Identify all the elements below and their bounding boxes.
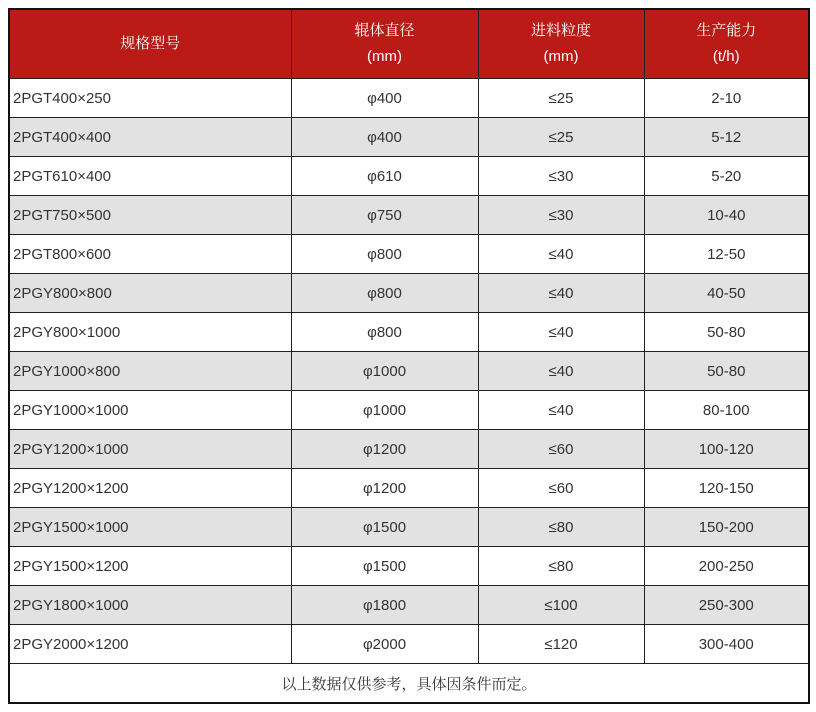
model-cell: 2PGY1000×800 (9, 352, 291, 391)
feed-size-cell: ≤40 (478, 352, 644, 391)
feed-size-cell: ≤40 (478, 274, 644, 313)
capacity-cell: 50-80 (644, 352, 809, 391)
header-model-label: 规格型号 (120, 35, 181, 52)
header-capacity-label: 生产能力 (696, 22, 757, 39)
capacity-cell: 100-120 (644, 430, 809, 469)
header-capacity-unit: (t/h) (712, 48, 740, 65)
spec-table-body (9, 79, 809, 664)
diameter-cell: φ1800 (291, 586, 478, 625)
table-row (9, 547, 809, 586)
capacity-cell: 300-400 (644, 625, 809, 664)
table-row (9, 352, 809, 391)
model-cell: 2PGY1200×1000 (9, 430, 291, 469)
model-cell: 2PGT400×400 (9, 118, 291, 157)
header-roller-diameter-unit: (mm) (367, 48, 402, 65)
feed-size-cell: ≤40 (478, 313, 644, 352)
table-row (9, 391, 809, 430)
header-feed-size (478, 9, 644, 79)
diameter-cell: φ400 (291, 79, 478, 118)
feed-size-cell: ≤40 (478, 235, 644, 274)
table-row (9, 313, 809, 352)
capacity-cell: 120-150 (644, 469, 809, 508)
diameter-cell: φ400 (291, 118, 478, 157)
diameter-cell: φ1000 (291, 352, 478, 391)
model-cell: 2PGT750×500 (9, 196, 291, 235)
model-cell: 2PGY1000×1000 (9, 391, 291, 430)
capacity-cell: 10-40 (644, 196, 809, 235)
feed-size-cell: ≤80 (478, 547, 644, 586)
table-row (9, 79, 809, 118)
model-cell: 2PGY1500×1200 (9, 547, 291, 586)
model-cell: 2PGY800×800 (9, 274, 291, 313)
feed-size-cell: ≤25 (478, 79, 644, 118)
header-capacity (644, 9, 809, 79)
feed-size-cell: ≤120 (478, 625, 644, 664)
diameter-cell: φ1500 (291, 547, 478, 586)
header-model (9, 9, 291, 79)
capacity-cell: 12-50 (644, 235, 809, 274)
feed-size-cell: ≤80 (478, 508, 644, 547)
table-row (9, 625, 809, 664)
model-cell: 2PGY1800×1000 (9, 586, 291, 625)
header-roller-diameter (291, 9, 478, 79)
table-row (9, 586, 809, 625)
table-row (9, 196, 809, 235)
header-roller-diameter-label: 辊体直径 (354, 22, 415, 39)
header-feed-size-label: 进料粒度 (530, 22, 591, 39)
capacity-cell: 50-80 (644, 313, 809, 352)
table-row (9, 508, 809, 547)
model-cell: 2PGY1500×1000 (9, 508, 291, 547)
model-cell: 2PGT800×600 (9, 235, 291, 274)
feed-size-cell: ≤30 (478, 157, 644, 196)
capacity-cell: 250-300 (644, 586, 809, 625)
model-cell: 2PGT610×400 (9, 157, 291, 196)
diameter-cell: φ800 (291, 313, 478, 352)
model-cell: 2PGY1200×1200 (9, 469, 291, 508)
capacity-cell: 5-12 (644, 118, 809, 157)
header-feed-size-unit: (mm) (543, 48, 579, 65)
diameter-cell: φ800 (291, 274, 478, 313)
feed-size-cell: ≤40 (478, 391, 644, 430)
capacity-cell: 5-20 (644, 157, 809, 196)
table-row (9, 118, 809, 157)
feed-size-cell: ≤25 (478, 118, 644, 157)
model-cell: 2PGY800×1000 (9, 313, 291, 352)
diameter-cell: φ2000 (291, 625, 478, 664)
feed-size-cell: ≤60 (478, 469, 644, 508)
diameter-cell: φ1200 (291, 469, 478, 508)
table-row (9, 235, 809, 274)
diameter-cell: φ1500 (291, 508, 478, 547)
table-row (9, 469, 809, 508)
capacity-cell: 80-100 (644, 391, 809, 430)
diameter-cell: φ800 (291, 235, 478, 274)
diameter-cell: φ750 (291, 196, 478, 235)
model-cell: 2PGT400×250 (9, 79, 291, 118)
feed-size-cell: ≤60 (478, 430, 644, 469)
diameter-cell: φ1000 (291, 391, 478, 430)
spec-table (8, 8, 810, 704)
diameter-cell: φ610 (291, 157, 478, 196)
footer-note: 以上数据仅供参考，具体因条件而定。 (9, 664, 809, 704)
capacity-cell: 150-200 (644, 508, 809, 547)
model-cell: 2PGY2000×1200 (9, 625, 291, 664)
diameter-cell: φ1200 (291, 430, 478, 469)
footer-row (9, 664, 809, 704)
capacity-cell: 40-50 (644, 274, 809, 313)
feed-size-cell: ≤30 (478, 196, 644, 235)
capacity-cell: 200-250 (644, 547, 809, 586)
table-row (9, 430, 809, 469)
table-row (9, 274, 809, 313)
capacity-cell: 2-10 (644, 79, 809, 118)
table-row (9, 157, 809, 196)
feed-size-cell: ≤100 (478, 586, 644, 625)
header-row (9, 9, 809, 79)
